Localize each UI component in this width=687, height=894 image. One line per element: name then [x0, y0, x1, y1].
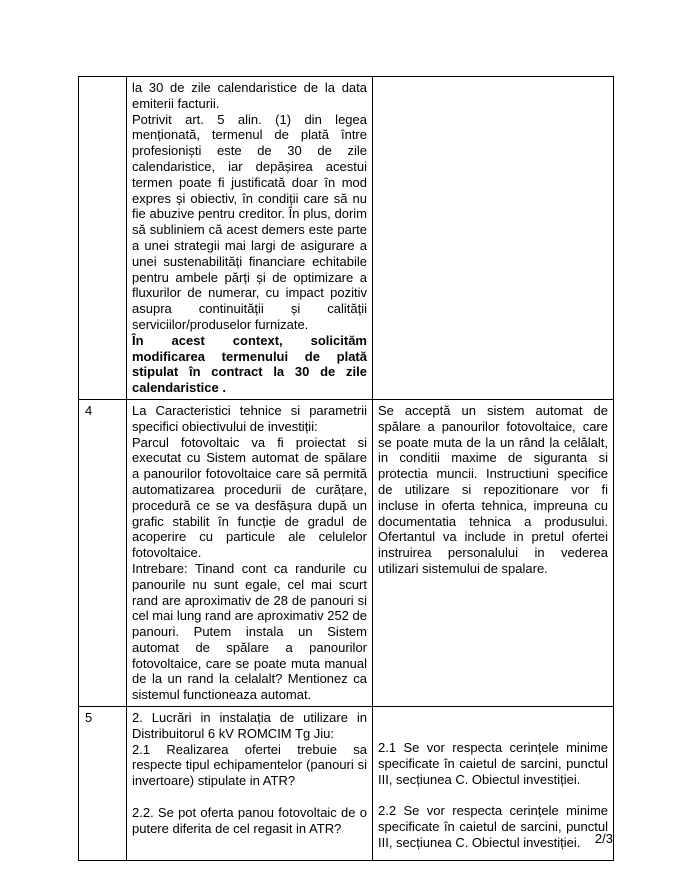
answer-cell-empty — [373, 77, 614, 400]
question-cell — [127, 399, 373, 706]
row-number-cell — [79, 77, 127, 400]
row-number-cell: 4 — [79, 399, 127, 706]
question-paragraph: Parcul fotovoltaic va fi proiectat si executat cu Sistem automat de spălare a panourilor fotovoltaice care să permită automatizarea procedurii de curățare, procedură ce se va desfășura după un grafic stabilit în funcție de gradul de acoperire cu particule ale celulelor fotovoltaice. — [132, 434, 367, 561]
answer-paragraph: 2.1 Se vor respecta cerințele minime specificate în caietul de sarcini, punctul III, secțiunea C. Obiectul investiției. — [378, 740, 608, 787]
question-paragraph: Intrebare: Tinand cont ca randurile cu panourile nu sunt egale, cel mai scurt rand are aproximativ de 28 de panouri si cel mai lung rand are aproximativ 252 de panouri. Putem instala un Sistem automat de spălare a panourilor fotovoltaice, care se poate muta manual de la un rand la celalalt? Mentionez ca sistemul functioneaza automat. — [132, 560, 367, 703]
question-cell — [127, 77, 373, 400]
table-row-continuation — [79, 77, 614, 400]
question-paragraph: la 30 de zile calendaristice de la data emiterii facturii. — [132, 80, 367, 111]
answer-paragraph: Se acceptă un sistem automat de spălare a panourilor fotovoltaice, care se poate muta de la un rând la celălalt, in conditii maxime de siguranta si protectia muncii. Instructiuni specifice de utilizare si repozitionare vor fi incluse in oferta tehnica, impreuna cu documentatia tehnica a produsului. Ofertantul va include in pretul ofertei instruirea personalului in vederea utilizari sistemului de spalare. — [378, 402, 608, 576]
question-paragraph: 2.1 Realizarea ofertei trebuie sa respecte tipul echipamentelor (panouri si invertoare) stipulate in ATR? — [132, 741, 367, 789]
answer-paragraph: 2.2 Se vor respecta cerințele minime specificate în caietul de sarcini, punctul III, secțiunea C. Obiectul investiției. — [378, 803, 608, 851]
question-paragraph: 2.2. Se pot oferta panou fotovoltaic de o putere diferita de cel regasit in ATR? — [132, 805, 367, 836]
page-number: 2/3 — [594, 831, 613, 846]
table-row-4 — [79, 399, 614, 706]
row-number-cell: 5 — [79, 707, 127, 861]
question-paragraph: La Caracteristici tehnice si parametrii specifici obiectivului de investiții: — [132, 402, 367, 434]
question-paragraph: 2. Lucrări in instalația de utilizare in Distribuitorul 6 kV ROMCIM Tg Jiu: — [132, 710, 367, 741]
bold-request-paragraph: În acest context, solicităm modificarea termenului de plată stipulat în contract la 30 de zile calendaristice . — [132, 332, 367, 396]
qa-table — [78, 76, 614, 861]
question-paragraph: Potrivit art. 5 alin. (1) din legea menționată, termenul de plată între profesioniști este de 30 de zile calendaristice, iar depășirea acestui termen poate fi justificată doar în mod expres și obiectiv, în condiții care să nu fie abuzive pentru creditor. În plus, dorim să subliniem că acest demers este parte a unei strategii mai largi de asigurare a unei sustenabilități financiare echitabile pentru ambele părți și de optimizare a fluxurilor de numerar, cu impact pozitiv asupra continuității și calității serviciilor/produselor furnizate. — [132, 111, 367, 332]
answer-cell — [373, 399, 614, 706]
